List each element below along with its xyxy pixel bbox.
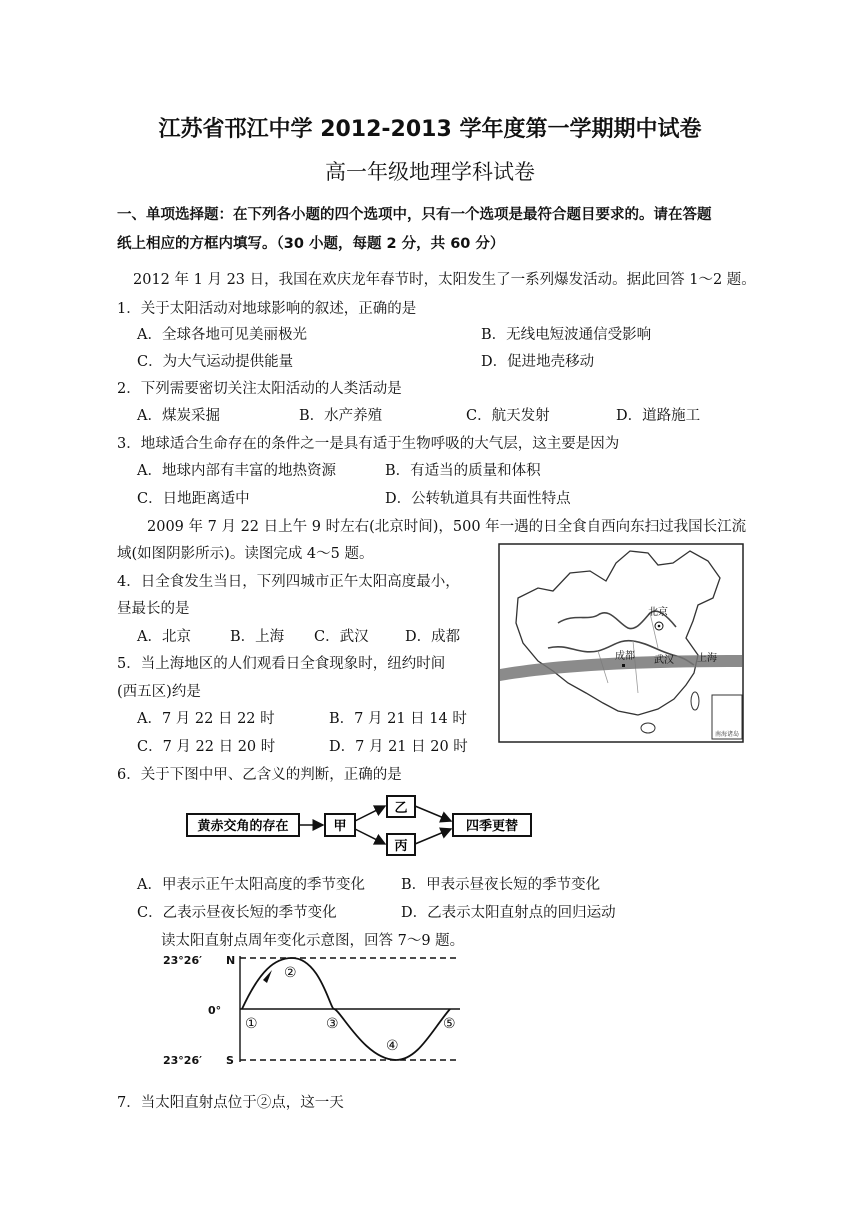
question-4-option-c: C．武汉: [314, 629, 369, 645]
exam-title: 江苏省邗江中学 2012-2013 学年度第一学期期中试卷: [158, 117, 702, 142]
question-1-option-a: A．全球各地可见美丽极光: [137, 327, 307, 343]
north-label: N: [226, 954, 236, 967]
question-3-option-a: A．地球内部有丰富的地热资源: [137, 463, 336, 479]
question-6-option-b: B．甲表示昼夜长短的季节变化: [401, 877, 601, 893]
beijing-label: 北京: [648, 607, 668, 618]
inset-label: 南海诸岛: [714, 731, 740, 738]
question-4-option-b: B．上海: [230, 629, 285, 645]
question-5-stem-line2: (西五区)约是: [117, 684, 201, 700]
flow-box-jia-label: 甲: [333, 819, 347, 834]
question-5-option-b: B．7 月 21 日 14 时: [329, 711, 467, 727]
question-5-option-a: A．7 月 22 日 22 时: [137, 711, 275, 727]
question-6-option-a: A．甲表示正午太阳高度的季节变化: [137, 877, 365, 893]
north-degree-label: 23°26′: [163, 954, 203, 967]
wuhan-label: 武汉: [654, 655, 674, 666]
question-2-option-a: A．煤炭采掘: [137, 408, 220, 424]
flow-box-bing-label: 丙: [394, 839, 408, 854]
question-2-option-d: D．道路施工: [616, 408, 701, 424]
question-4-stem-line2: 昼最长的是: [117, 601, 190, 617]
south-degree-label: 23°26′: [163, 1054, 203, 1067]
exam-subtitle: 高一年级地理学科试卷: [325, 160, 535, 184]
section-heading-line2: 纸上相应的方框内填写。（30 小题，每题 2 分，共 60 分）: [117, 236, 505, 252]
question-6-stem: 6．关于下图中甲、乙含义的判断，正确的是: [117, 767, 402, 783]
question-5-stem-line1: 5．当上海地区的人们观看日全食现象时，纽约时间: [117, 656, 446, 672]
equator-label: 0°: [208, 1004, 222, 1017]
seasons-flow-diagram: [185, 794, 535, 860]
flow-box-yi-label: 乙: [394, 801, 408, 816]
question-3-option-c: C．日地距离适中: [137, 491, 250, 507]
flow-box-seasons-label: 四季更替: [465, 819, 519, 834]
question-5-option-d: D．7 月 21 日 20 时: [329, 739, 468, 755]
question-4-option-d: D．成都: [405, 629, 461, 645]
flow-box-obliquity-label: 黄赤交角的存在: [197, 819, 289, 834]
intro-1: 2012 年 1 月 23 日，我国在欢庆龙年春节时，太阳发生了一系列爆发活动。据此回答 1～2 题。: [133, 272, 756, 288]
question-3-option-d: D．公转轨道具有共面性特点: [385, 491, 571, 507]
point-4-label: ④: [386, 1038, 399, 1054]
question-5-option-c: C．7 月 22 日 20 时: [137, 739, 276, 755]
point-3-label: ③: [326, 1016, 339, 1032]
question-3-option-b: B．有适当的质量和体积: [385, 463, 541, 479]
point-2-label: ②: [284, 965, 297, 981]
china-solar-eclipse-map: [498, 543, 744, 743]
question-6-option-d: D．乙表示太阳直射点的回归运动: [401, 905, 616, 921]
intro-2-line1: 2009 年 7 月 22 日上午 9 时左右(北京时间)，500 年一遇的日全食自西向东扫过我国长江流: [147, 519, 747, 535]
intro-2-line2: 域(如图阴影所示)。读图完成 4～5 题。: [117, 546, 374, 562]
point-5-label: ⑤: [443, 1016, 456, 1032]
point-1-label: ①: [245, 1016, 258, 1032]
question-4-stem-line1: 4．日全食发生当日，下列四城市正午太阳高度最小，: [117, 574, 460, 590]
shanghai-label: 上海: [697, 653, 717, 664]
chengdu-label: 成都: [615, 651, 635, 662]
question-6-option-c: C．乙表示昼夜长短的季节变化: [137, 905, 337, 921]
question-3-stem: 3．地球适合生命存在的条件之一是具有适于生物呼吸的大气层，这主要是因为: [117, 436, 620, 452]
question-2-stem: 2．下列需要密切关注太阳活动的人类活动是: [117, 381, 402, 397]
intro-3: 读太阳直射点周年变化示意图，回答 7～9 题。: [161, 933, 465, 949]
question-4-option-a: A．北京: [137, 629, 191, 645]
section-heading-line1: 一、单项选择题：在下列各小题的四个选项中，只有一个选项是最符合题目要求的。请在答题: [117, 207, 712, 223]
question-1-stem: 1．关于太阳活动对地球影响的叙述，正确的是: [117, 301, 417, 317]
question-1-option-c: C．为大气运动提供能量: [137, 354, 294, 370]
question-7-stem: 7．当太阳直射点位于②点，这一天: [117, 1095, 344, 1111]
south-label: S: [226, 1054, 234, 1067]
map-frame: [499, 544, 743, 742]
question-1-option-d: D．促进地壳移动: [481, 354, 595, 370]
subsolar-point-migration-diagram: [160, 950, 480, 1068]
chengdu-marker: [622, 664, 625, 667]
question-2-option-b: B．水产养殖: [299, 408, 383, 424]
question-2-option-c: C．航天发射: [466, 408, 550, 424]
question-1-option-b: B．无线电短波通信受影响: [481, 327, 652, 343]
